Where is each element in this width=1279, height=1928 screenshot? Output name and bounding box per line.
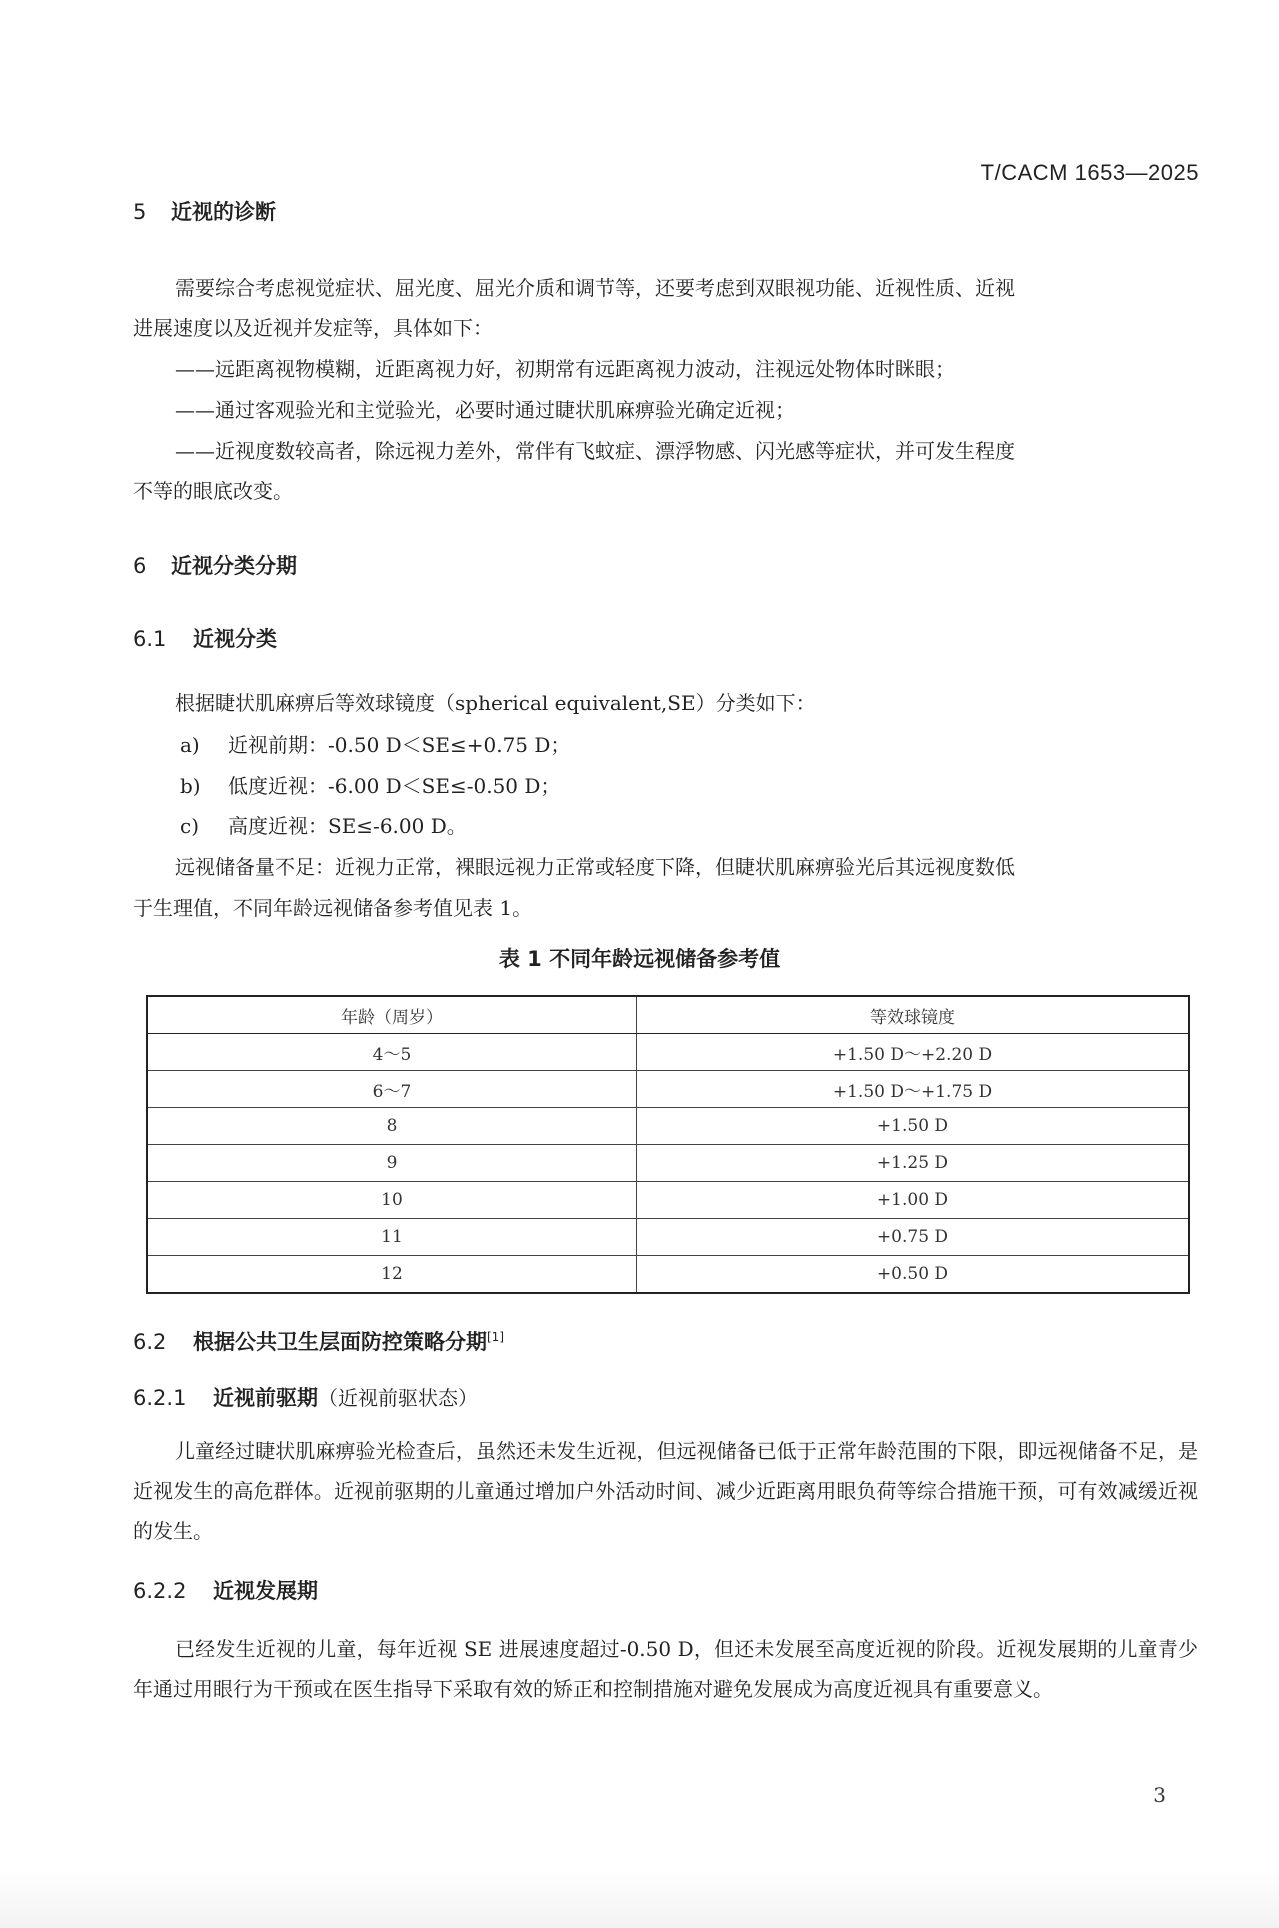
table-cell-se: +1.00 D — [637, 1182, 1190, 1219]
section-number: 6.1 — [133, 627, 167, 651]
section-title: 根据公共卫生层面防控策略分期 — [193, 1330, 487, 1354]
table-cell-age: 4～5 — [147, 1034, 637, 1071]
table-cell-se: +1.50 D～+2.20 D — [637, 1034, 1190, 1071]
table-cell-age: 8 — [147, 1108, 637, 1145]
section-6-2-2-heading — [133, 1575, 318, 1605]
table-row — [147, 1219, 1189, 1256]
section-5-heading — [133, 196, 276, 226]
section-number: 6.2 — [133, 1330, 167, 1354]
dash-list-item: ——近视度数较高者，除远视力差外，常伴有飞蚊症、漂浮物感、闪光感等症状，并可发生程度 — [175, 439, 1015, 463]
paragraph: 已经发生近视的儿童，每年近视 SE 进展速度超过-0.50 D，但还未发展至高度近视的阶段。近视发展期的儿童青少年通过用眼行为干预或在医生指导下采取有效的矫正和控制措施对避免发展成为高度近视具有重要意义。 — [133, 1637, 1198, 1701]
table-row — [147, 1256, 1189, 1294]
list-item — [180, 729, 570, 758]
paragraph-line: 于生理值，不同年龄远视储备参考值见表 1。 — [133, 896, 533, 920]
section-title: 近视分类分期 — [171, 554, 297, 578]
reference-mark: [1] — [487, 1330, 504, 1344]
section-number: 6 — [133, 554, 147, 578]
table-cell-se: +0.75 D — [637, 1219, 1190, 1256]
list-label: b) — [180, 774, 201, 798]
paragraph-line: 根据睫状肌麻痹后等效球镜度（spherical equivalent,SE）分类如下： — [175, 691, 816, 715]
table-row — [147, 1182, 1189, 1219]
section-6-heading — [133, 550, 297, 580]
table-cell-age: 10 — [147, 1182, 637, 1219]
dash-list-item: ——远距离视物模糊，近距离视力好，初期常有远距离视力波动，注视远处物体时眯眼； — [175, 357, 955, 381]
section-6-2-heading — [133, 1326, 504, 1356]
section-number: 5 — [133, 200, 147, 224]
standard-code: T/CACM 1653—2025 — [980, 160, 1199, 185]
table-header-row — [147, 996, 1189, 1034]
paragraph: 儿童经过睫状肌麻痹验光检查后，虽然还未发生近视，但远视储备已低于正常年龄范围的下限，即远视储备不足，是近视发生的高危群体。近视前驱期的儿童通过增加户外活动时间、减少近距离用眼负荷等综合措施干预，可有效减缓近视的发生。 — [133, 1439, 1198, 1543]
table-header-age: 年龄（周岁） — [147, 996, 637, 1034]
list-text: 低度近视：-6.00 D＜SE≤-0.50 D； — [228, 774, 561, 798]
paragraph-line: 需要综合考虑视觉症状、屈光度、屈光介质和调节等，还要考虑到双眼视功能、近视性质、近视 — [175, 276, 1015, 300]
table-cell-se: +0.50 D — [637, 1256, 1190, 1294]
table-row — [147, 1145, 1189, 1182]
table-caption: 表 1 不同年龄远视储备参考值 — [498, 947, 781, 971]
section-title: 近视的诊断 — [171, 200, 276, 224]
list-label: c) — [180, 814, 200, 838]
section-number: 6.2.2 — [133, 1579, 187, 1603]
list-label: a) — [180, 733, 200, 757]
paragraph-line: 进展速度以及近视并发症等，具体如下： — [133, 316, 493, 340]
paragraph-line: 不等的眼底改变。 — [133, 479, 293, 503]
list-item — [180, 770, 560, 799]
scan-shadow — [0, 1868, 1279, 1928]
table-row — [147, 1071, 1189, 1108]
table-cell-age: 6～7 — [147, 1071, 637, 1108]
table-cell-age: 9 — [147, 1145, 637, 1182]
section-title: 近视前驱期 — [213, 1386, 318, 1410]
table-row — [147, 1108, 1189, 1145]
list-item — [180, 810, 467, 839]
table-row — [147, 1034, 1189, 1071]
list-text: 近视前期：-0.50 D＜SE≤+0.75 D； — [228, 733, 571, 757]
section-6-2-1-heading — [133, 1382, 478, 1412]
table-cell-age: 11 — [147, 1219, 637, 1256]
section-number: 6.2.1 — [133, 1386, 187, 1410]
list-text: 高度近视：SE≤-6.00 D。 — [228, 814, 467, 838]
table-header-se: 等效球镜度 — [637, 996, 1190, 1034]
reference-table — [146, 995, 1190, 1294]
paragraph-line: 远视储备量不足：近视力正常，裸眼远视力正常或轻度下降，但睫状肌麻痹验光后其远视度数低 — [175, 855, 1015, 879]
page-number: 3 — [1153, 1783, 1166, 1807]
section-title: 近视分类 — [193, 627, 277, 651]
dash-list-item: ——通过客观验光和主觉验光，必要时通过睫状肌麻痹验光确定近视； — [175, 398, 795, 422]
table-cell-se: +1.25 D — [637, 1145, 1190, 1182]
table-cell-age: 12 — [147, 1256, 637, 1294]
table-cell-se: +1.50 D — [637, 1108, 1190, 1145]
section-title: 近视发展期 — [213, 1579, 318, 1603]
section-subtitle: （近视前驱状态） — [318, 1386, 478, 1410]
table-cell-se: +1.50 D～+1.75 D — [637, 1071, 1190, 1108]
section-6-1-heading — [133, 623, 277, 653]
